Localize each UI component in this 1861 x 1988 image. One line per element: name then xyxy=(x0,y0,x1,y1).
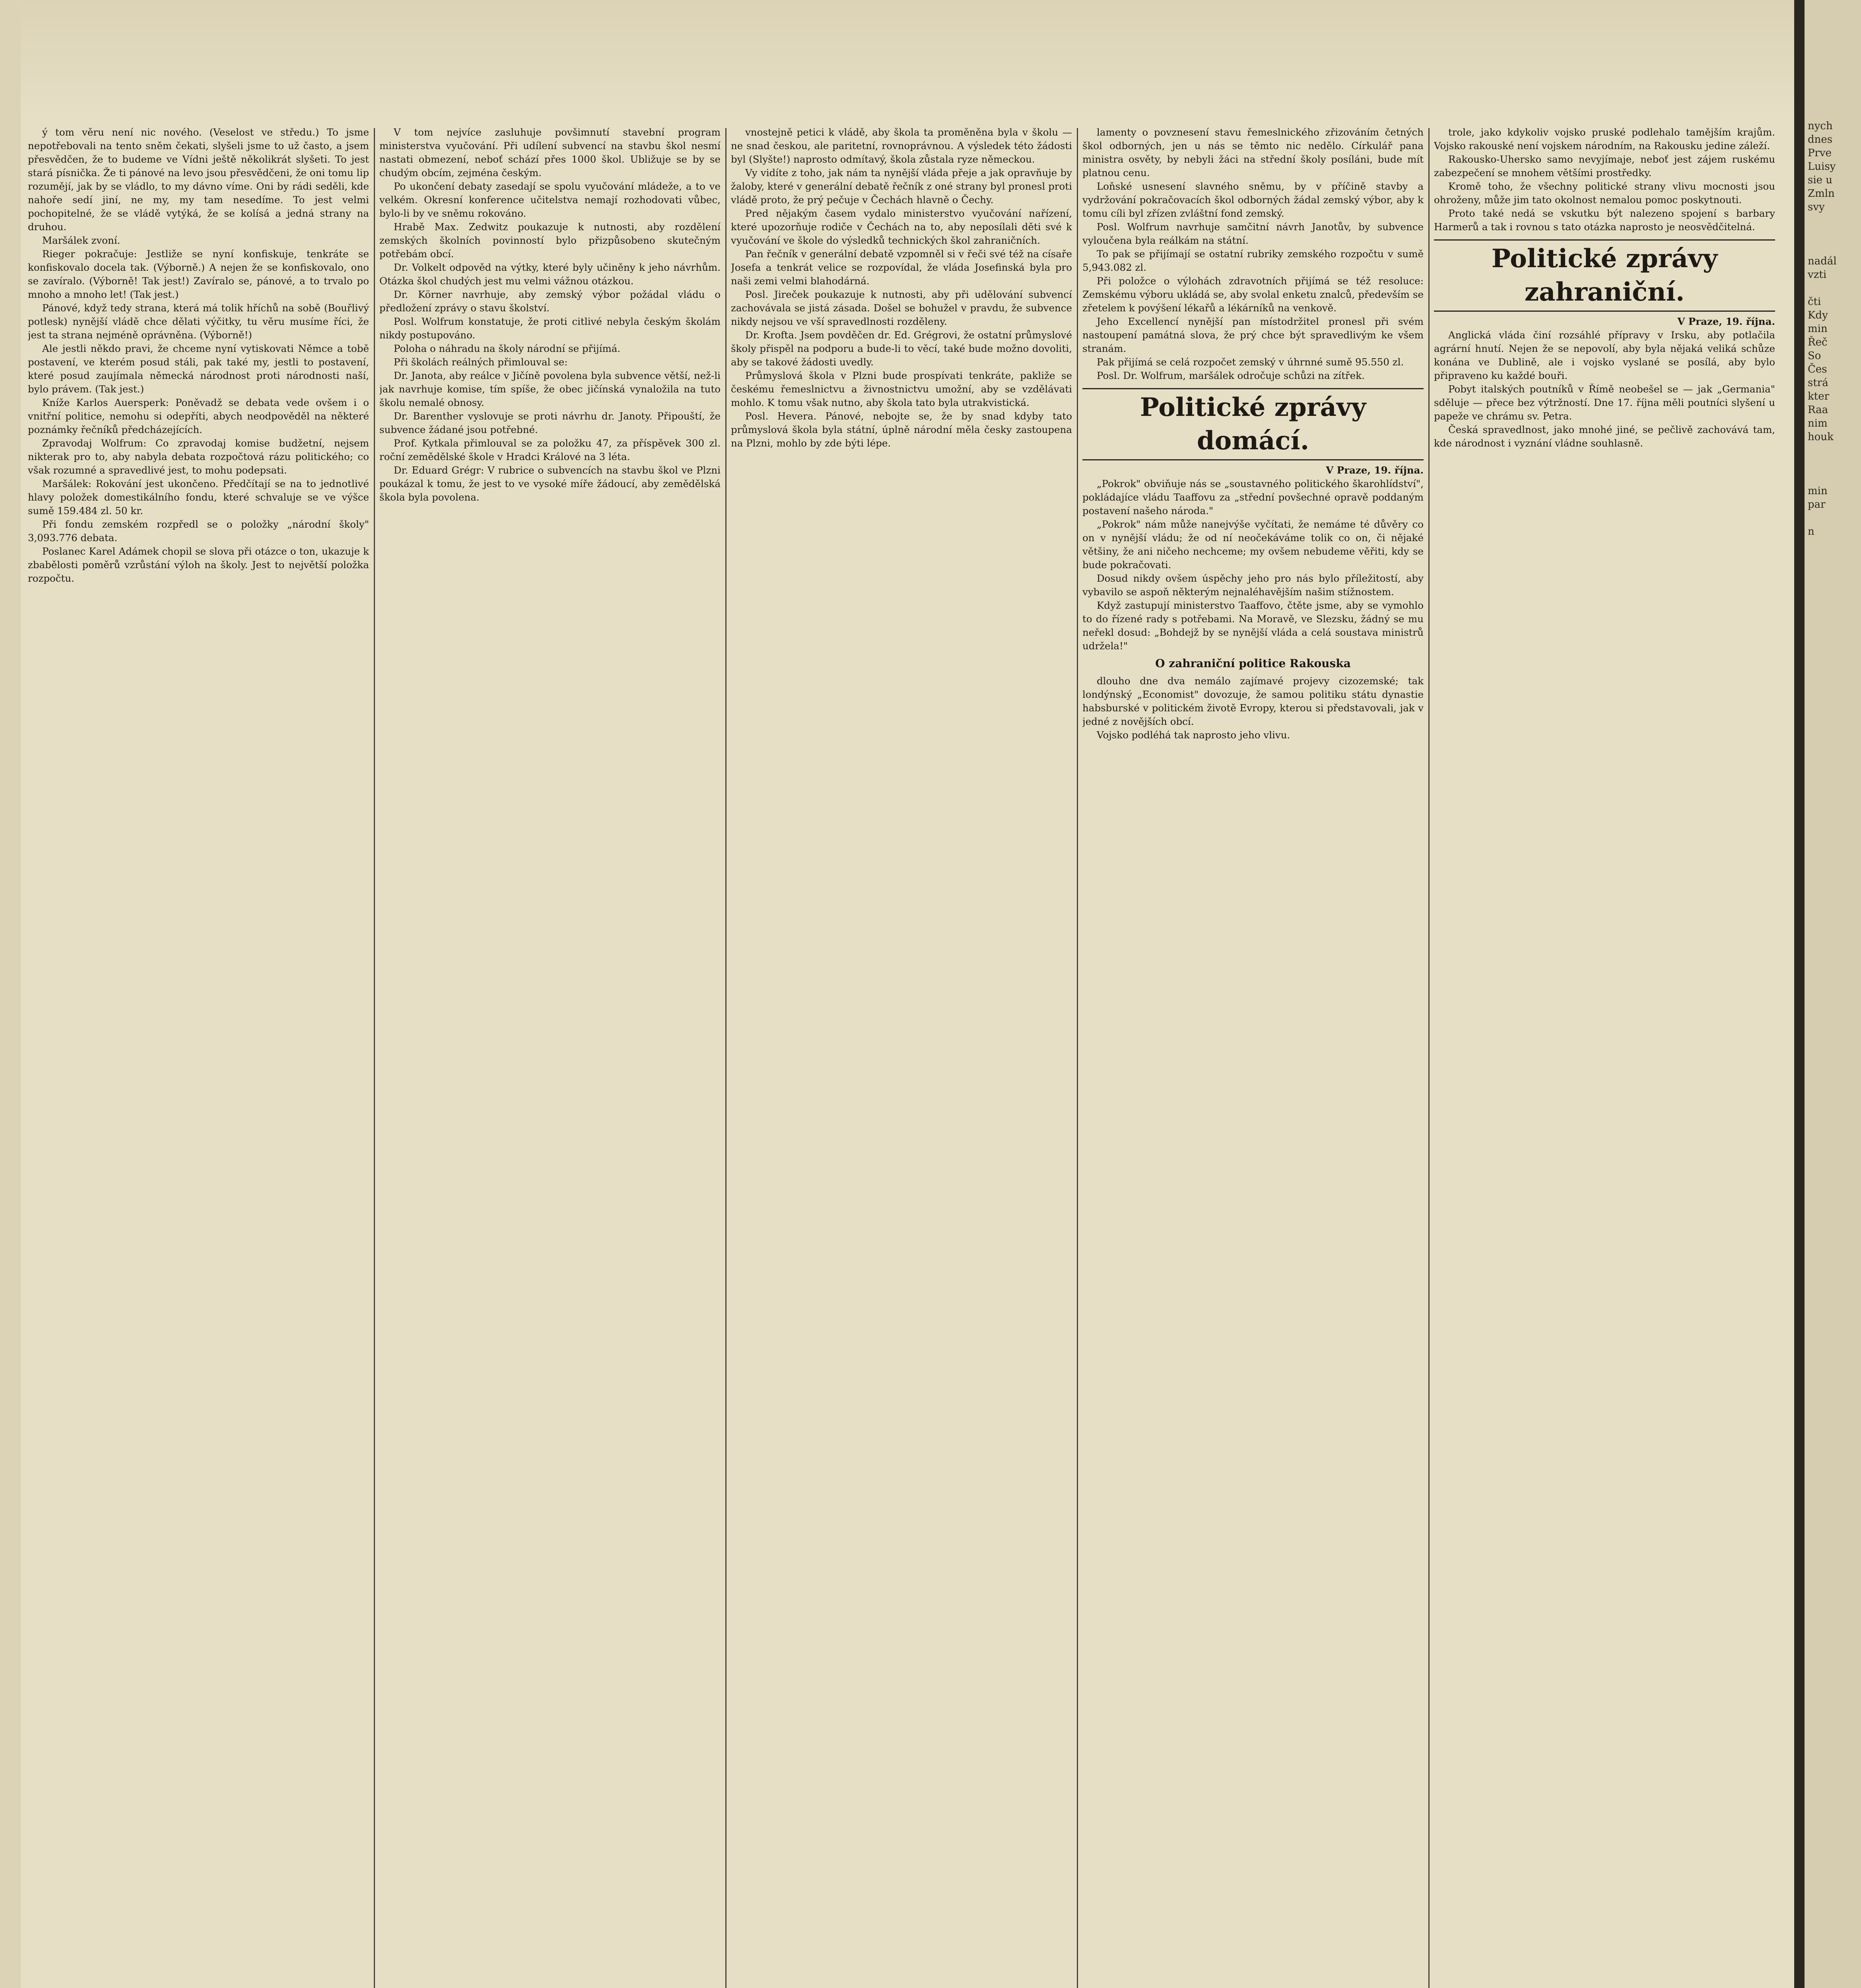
dateline-domestic: V Praze, 19. října. xyxy=(1326,464,1424,476)
paragraph: Prof. Kytkala přimlouval se za položku 47, za příspěvek 300 zl. roční zemědělské škole v Hradci Králové na 3 léta. xyxy=(379,437,721,462)
column-5 xyxy=(1434,126,1775,1988)
paragraph: Rakousko-Uhersko samo nevyjímaje, neboť jest zájem ruskému zabezpečení se mnohem většími prostředky. xyxy=(1434,153,1775,179)
column-4 xyxy=(1082,126,1424,1988)
paragraph: Loňské usnesení slavného sněmu, by v příčině stavby a vydržování pokračovacích škol odborných žádal zemský výbor, aby k tomu cíli byl zřízen zvláštní fond zemský. xyxy=(1082,181,1424,219)
foreign-body xyxy=(1434,328,1775,450)
paragraph: „Pokrok" nám může nanejvýše vyčítati, že nemáme té důvěry co on v nynější vládu; že od ní neočekáváme tolik co on, či nějaké většiny, že ani ničeho nechceme; my ovšem nebudeme věřiti, kdy se bude pokračovati. xyxy=(1082,518,1424,571)
paragraph: To pak se přijímají se ostatní rubriky zemského rozpočtu v sumě 5,943.082 zl. xyxy=(1082,248,1424,273)
column-2 xyxy=(379,126,721,1988)
paragraph: Pan řečník v generální debatě vzpomněl si v řeči své též na císaře Josefa a tenkrát velice se rozpovídal, že vláda Josefinská byla pro naši zemi velmi blahodárná. xyxy=(731,248,1072,287)
column-1 xyxy=(28,126,369,1988)
paragraph: Poloha o náhradu na školy národní se přijímá. xyxy=(394,343,621,354)
paragraph: lamenty o povznesení stavu řemeslnického zřizováním četných škol odborných, jen u nás se těmto nic nedělo. Církulář pana ministra osvěty, by nebyli žáci na střední školy posíláni, bude mít platnou cenu. xyxy=(1082,126,1424,179)
paragraph: Dosud nikdy ovšem úspěchy jeho pro nás bylo příležitostí, aby vybavilo se aspoň některým nejnaléhavějším našim stížnostem. xyxy=(1082,573,1424,598)
adjacent-page-strip xyxy=(1805,0,1861,1988)
foreign-policy-body xyxy=(1082,674,1424,742)
heading-foreign: Politické zprávy zahraniční. xyxy=(1434,239,1775,312)
paragraph: Jeho Excellencí nynější pan místodržitel pronesl při svém nastoupení památná slova, že prý chce být spravedlivým ke všem stranám. xyxy=(1082,316,1424,354)
paragraph: Poslanec Karel Adámek chopil se slova při otázce o ton, ukazuje k zbabělosti poměrů vzrůstání výloh na školy. Jest to největší položka rozpočtu. xyxy=(28,546,369,584)
paragraph: Ale jestli někdo pravi, že chceme nyní vytiskovati Němce a tobě postavení, ve kterém posud stáli, pak také my, jestli to postavení, které posud zaujímala německá národnost proti národnosti naší, bylo právem. (Tak jest.) xyxy=(28,343,369,395)
heading-foreign-policy: O zahraniční politice Rakouska xyxy=(1155,657,1351,670)
paragraph: Při fondu zemském rozpředl se o položky „národní školy" 3,093.776 debata. xyxy=(28,518,369,544)
paragraph: Dr. Eduard Grégr: V rubrice o subvencích na stavbu škol ve Plzni poukázal k tomu, že jest to ve vysoké míře žádoucí, aby zemědělská škola byla povolena. xyxy=(379,464,721,503)
column-3 xyxy=(731,126,1072,1988)
column-4-body xyxy=(1082,126,1424,382)
paragraph: Kníže Karlos Auersperk: Poněvadž se debata vede ovšem i o vnitřní politice, nemohu si odepříti, abych neodpověděl na některé poznámky řečníků předcházejících. xyxy=(28,397,369,435)
column-rule xyxy=(725,128,727,1988)
dateline-foreign: V Praze, 19. října. xyxy=(1677,316,1775,327)
column-rule xyxy=(374,128,375,1988)
heading-domestic: Politické zprávy domácí. xyxy=(1082,388,1424,460)
column-rule xyxy=(1077,128,1078,1988)
domestic-body xyxy=(1082,477,1424,653)
paragraph: Průmyslová škola v Plzni bude prospívati tenkráte, pakliže se českému řemeslnictvu a živnostnictvu umožní, aby se vzdělávati mohlo. K tomu však nutno, aby škola tato byla utrakvistická. xyxy=(731,370,1072,408)
paragraph: Maršálek: Rokování jest ukončeno. Předčítají se na to jednotlivé hlavy položek domestikálního fondu, které schvaluje se ve výšce sumě 159.484 zl. 50 kr. xyxy=(28,478,369,516)
paragraph: Dr. Volkelt odpověd na výtky, které byly učiněny k jeho návrhům. Otázka škol chudých jest mu velmi vážnou otázkou. xyxy=(379,262,721,287)
paragraph: Dr. Janota, aby reálce v Jičíně povolena byla subvence větší, než-li jak navrhuje komise, tím spíše, že obec jičínská vynaložila na tuto školu nemalé obnosy. xyxy=(379,370,721,408)
paragraph: Pánové, když tedy strana, která má tolik hříchů na sobě (Bouřlivý potlesk) nynější vládě chce dělati výčitky, tu věru musíme říci, že jest ta strana nejméně oprávněna. (Výborně!) xyxy=(28,302,369,341)
paragraph: Při položce o výlohách zdravotních přijímá se též resoluce: Zemskému výboru ukládá se, aby svolal enketu znalců, především se zřetelem k povýšení lékařů a lékárníků na venkově. xyxy=(1082,275,1424,314)
adjacent-page-edge xyxy=(1794,0,1861,1988)
paragraph: Pred nějakým časem vydalo ministerstvo vyučování nařízení, které upozorňuje rodiče v Čechách na to, aby neposílali děti své k vyučování ve škole do výsledků technických škol zahraničních. xyxy=(731,208,1072,246)
paragraph: Dr. Krofta. Jsem povděčen dr. Ed. Grégrovi, že ostatní průmyslové školy přispěl na podporu a bude-li to věcí, také bude možno dovoliti, aby se takové žádosti uvedly. xyxy=(731,329,1072,368)
paragraph: Česká spravedlnost, jako mnohé jiné, se pečlivě zachovává tam, kde národnost i vyznání vládne souhlasně. xyxy=(1434,424,1775,449)
paragraph: Posl. Hevera. Pánové, nebojte se, že by snad kdyby tato průmyslová škola byla státní, úplně národní měla česky zastoupena na Plzni, mohlo by zde býti lépe. xyxy=(731,410,1072,449)
paragraph: V tom nejvíce zasluhuje povšimnutí stavební program ministerstva vyučování. Při udílení subvencí na stavbu škol nesmí nastati obmezení, neboť schází přes 1000 škol. Ubližuje se by se chudým obcím, zejména českým. xyxy=(379,126,721,179)
paragraph: Posl. Wolfrum navrhuje samčitní návrh Janotův, by subvence vyloučena byla reálkám na státní. xyxy=(1082,221,1424,246)
paragraph: ý tom věru není nic nového. (Veselost ve středu.) To jsme nepotřebovali na tento sněm čekati, slyšeli jsme to už často, a jsem přesvědčen, že to budeme ve Vídni ještě několikrát slyšeti. To jest stará písnička. Že ti pánové na levo jsou přesvědčeni, že oni tomu lip rozumějí, jak by se vládlo, to my dávno víme. Oni by rádi seděli, kde nahoře sedí jiní, ne my, my tam nesedíme. To jest velmi pochopitelné, že se vládě vytýká, že se kolísá a jedná strany na druhou. xyxy=(28,126,369,233)
paragraph: Posl. Wolfrum konstatuje, že proti citlivé nebyla českým školám nikdy postupováno. xyxy=(379,316,721,341)
paragraph: „Pokrok" obviňuje nás se „soustavného politického škarohlídství", pokládajíce vládu Taaffovu za „střední povšechné opravě poddaným postavení našeho národa." xyxy=(1082,478,1424,516)
paragraph: Vy vidíte z toho, jak nám ta nynější vláda přeje a jak opravňuje by žaloby, které v generální debatě řečník z oné strany byl pronesl proti vládě proto, že prý pečuje v Čechách hlavně o Čechy. xyxy=(731,167,1072,206)
torn-top-margin xyxy=(21,2,1794,122)
paragraph: Maršálek zvoní. xyxy=(42,235,120,246)
paragraph: Pak přijímá se celá rozpočet zemský v úhrnné sumě 95.550 zl. xyxy=(1097,356,1404,368)
newspaper-page xyxy=(21,2,1794,1988)
paragraph: Kromě toho, že všechny politické strany vlivu mocnosti jsou ohroženy, může jim tato okolnost nemalou pomoc poskytnouti. xyxy=(1434,181,1775,206)
paragraph: Anglická vláda činí rozsáhlé přípravy v Irsku, aby potlačila agrární hnutí. Nejen že se nepovolí, aby byla nějaká veliká schůze konána ve Dublině, ale i vojsko vyslané se posílá, aby bylo připraveno ku každé bouři. xyxy=(1434,329,1775,381)
paragraph: Proto také nedá se vskutku být nalezeno spojení s barbary Harmerů a tak i rovnou s tato otázka naprosto je neosvědčitelná. xyxy=(1434,208,1775,233)
paragraph: Zpravodaj Wolfrum: Co zpravodaj komise budžetní, nejsem nikterak pro to, aby nabyla debata rozpočtová rázu politického; co však rozumné a spravedlivé jest, to mohu podepsati. xyxy=(28,437,369,476)
paragraph: vnostejně petici k vládě, aby škola ta proměněna byla v školu — ne snad českou, ale paritetní, rovnoprávnou. A výsledek této žádosti byl (Slyšte!) naprosto odmítavý, škola zůstala ryze německou. xyxy=(731,126,1072,165)
paragraph: Posl. Dr. Wolfrum, maršálek odročuje schůzi na zítřek. xyxy=(1097,370,1365,381)
paragraph: Dr. Barenther vyslovuje se proti návrhu dr. Janoty. Připouští, že subvence žádané jsou potřebné. xyxy=(379,410,721,435)
column-rule xyxy=(1428,128,1430,1988)
adjacent-page-fragments: nych dnes Prve Luisy sie u Zmln svy nadál vzti čti Kdy min Řeč So Čes strá kter Raa nim houk min par n xyxy=(1808,120,1837,538)
paragraph: Posl. Jireček poukazuje k nutnosti, aby při udělování subvencí zachovávala se jistá zásada. Došel se bohužel v pravdu, že subvence nikdy nejsou ve vší spravedlnosti rozděleny. xyxy=(731,289,1072,327)
paragraph: Dr. Körner navrhuje, aby zemský výbor požádal vládu o předložení zprávy o stavu školství. xyxy=(379,289,721,314)
paragraph: trole, jako kdykoliv vojsko pruské podlehalo tamějším krajům. Vojsko rakouské není vojskem národním, na Rakousku jedine záleží. xyxy=(1434,126,1775,151)
paragraph: dlouho dne dva nemálo zajímavé projevy cizozemské; tak londýnský „Economist" dovozuje, že samou politiku státu dynastie habsburské v politickém životě Evropy, kterou si představovali, jak v jedné z novějších obcí. xyxy=(1082,675,1424,727)
column-5-body xyxy=(1434,126,1775,234)
paragraph: Vojsko podléhá tak naprosto jeho vlivu. xyxy=(1097,729,1290,741)
paragraph: Při školách reálných přimlouval se: xyxy=(394,356,568,368)
paragraph: Když zastupují ministerstvo Taaffovo, čtěte jsme, aby se vymohlo to do řízené rady s potřebami. Na Moravě, ve Slezsku, žádný se mu neřekl dosud: „Bohdejž by se nynější vláda a celá soustava ministrů udržela!" xyxy=(1082,600,1424,652)
paragraph: Pobyt italských poutníků v Římě neobešel se — jak „Germania" sděluje — přece bez výtržností. Dne 17. října měli poutníci slyšení u papeže ve chrámu sv. Petra. xyxy=(1434,383,1775,422)
paragraph: Po ukončení debaty zasedají se spolu vyučování mládeže, a to ve velkém. Okresní konference učitelstva nemají rozhodovati vůbec, bylo-li by ve sněmu rokováno. xyxy=(379,181,721,219)
paragraph: Rieger pokračuje: Jestliže se nyní konfiskuje, tenkráte se konfiskovalo docela tak. (Výborně.) A nejen že se konfiskovalo, ono se zavíralo. (Výborně! Tak jest!) Zavíralo se, pánové, a to trvalo po mnoho a mnoho let! (Tak jest.) xyxy=(28,248,369,300)
paragraph: Hrabě Max. Zedwitz poukazuje k nutnosti, aby rozdělení zemských školních povinností bylo přizpůsobeno skutečným potřebám obcí. xyxy=(379,221,721,260)
